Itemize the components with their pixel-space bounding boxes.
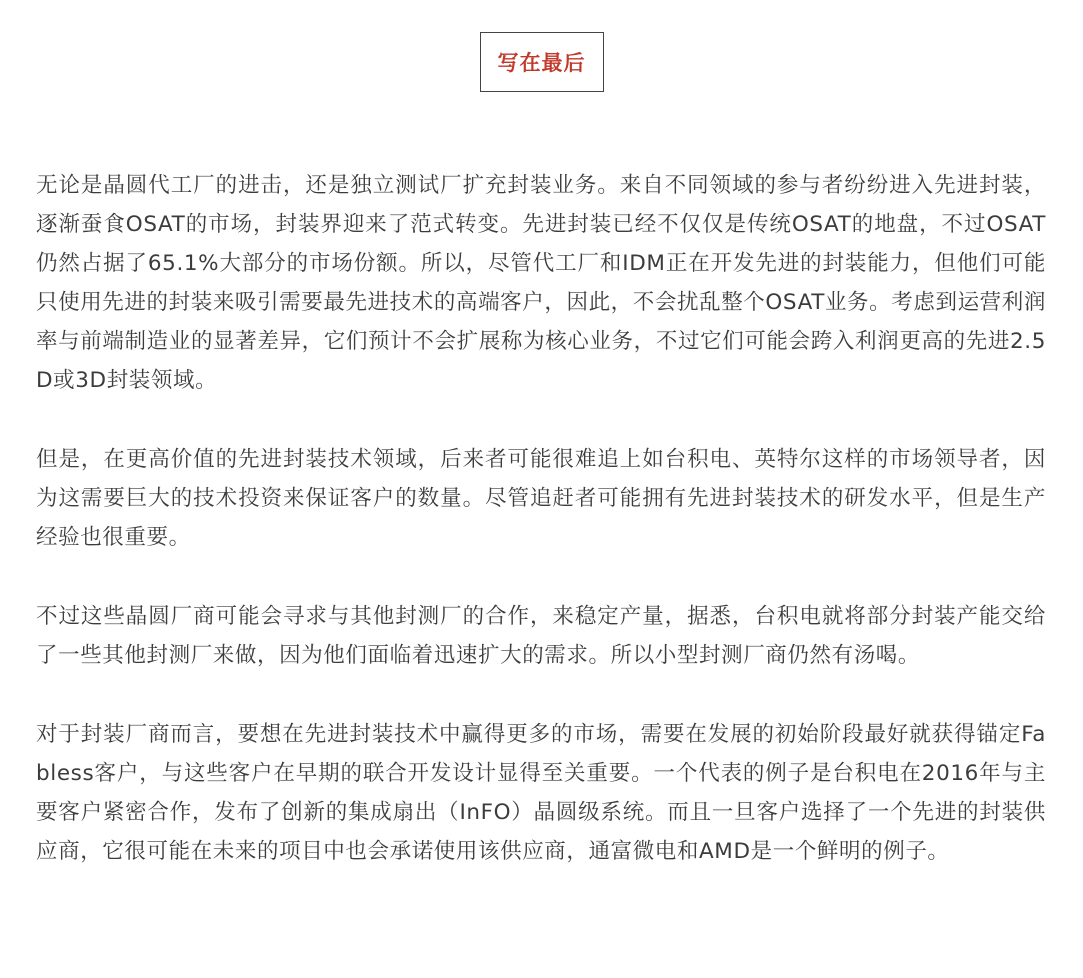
paragraph-3: 不过这些晶圆厂商可能会寻求与其他封测厂的合作，来稳定产量，据悉，台积电就将部分封装产能交给了一些其他封测厂来做，因为他们面临着迅速扩大的需求。所以小型封测厂商仍然有汤喝。: [36, 604, 1046, 668]
paragraph-1: 无论是晶圆代工厂的进击，还是独立测试厂扩充封装业务。来自不同领域的参与者纷纷进入先进封装，逐渐蚕食OSAT的市场，封装界迎来了范式转变。先进封装已经不仅仅是传统OSAT的地盘，不过OSAT仍然占据了65.1%大部分的市场份额。所以，尽管代工厂和IDM正在开发先进的封装能力，但他们可能只使用先进的封装来吸引需要最先进技术的高端客户，因此，不会扰乱整个OSAT业务。考虑到运营利润率与前端制造业的显著差异，它们预计不会扩展称为核心业务，不过它们可能会跨入利润更高的先进2.5D或3D封装领域。: [36, 173, 1046, 393]
paragraph-2: 但是，在更高价值的先进封装技术领域，后来者可能很难追上如台积电、英特尔这样的市场领导者，因为这需要巨大的技术投资来保证客户的数量。尽管追赶者可能拥有先进封装技术的研发水平，但是生产经验也很重要。: [36, 447, 1046, 550]
paragraph-4: 对于封装厂商而言，要想在先进封装技术中赢得更多的市场，需要在发展的初始阶段最好就获得锚定Fabless客户，与这些客户在早期的联合开发设计显得至关重要。一个代表的例子是台积电在2016年与主要客户紧密合作，发布了创新的集成扇出（InFO）晶圆级系统。而且一旦客户选择了一个先进的封装供应商，它很可能在未来的项目中也会承诺使用该供应商，通富微电和AMD是一个鲜明的例子。: [36, 722, 1046, 864]
section-header: [0, 32, 1083, 92]
article-body: [36, 166, 1046, 911]
section-title: 写在最后: [497, 51, 586, 75]
section-title-box: [480, 32, 604, 92]
